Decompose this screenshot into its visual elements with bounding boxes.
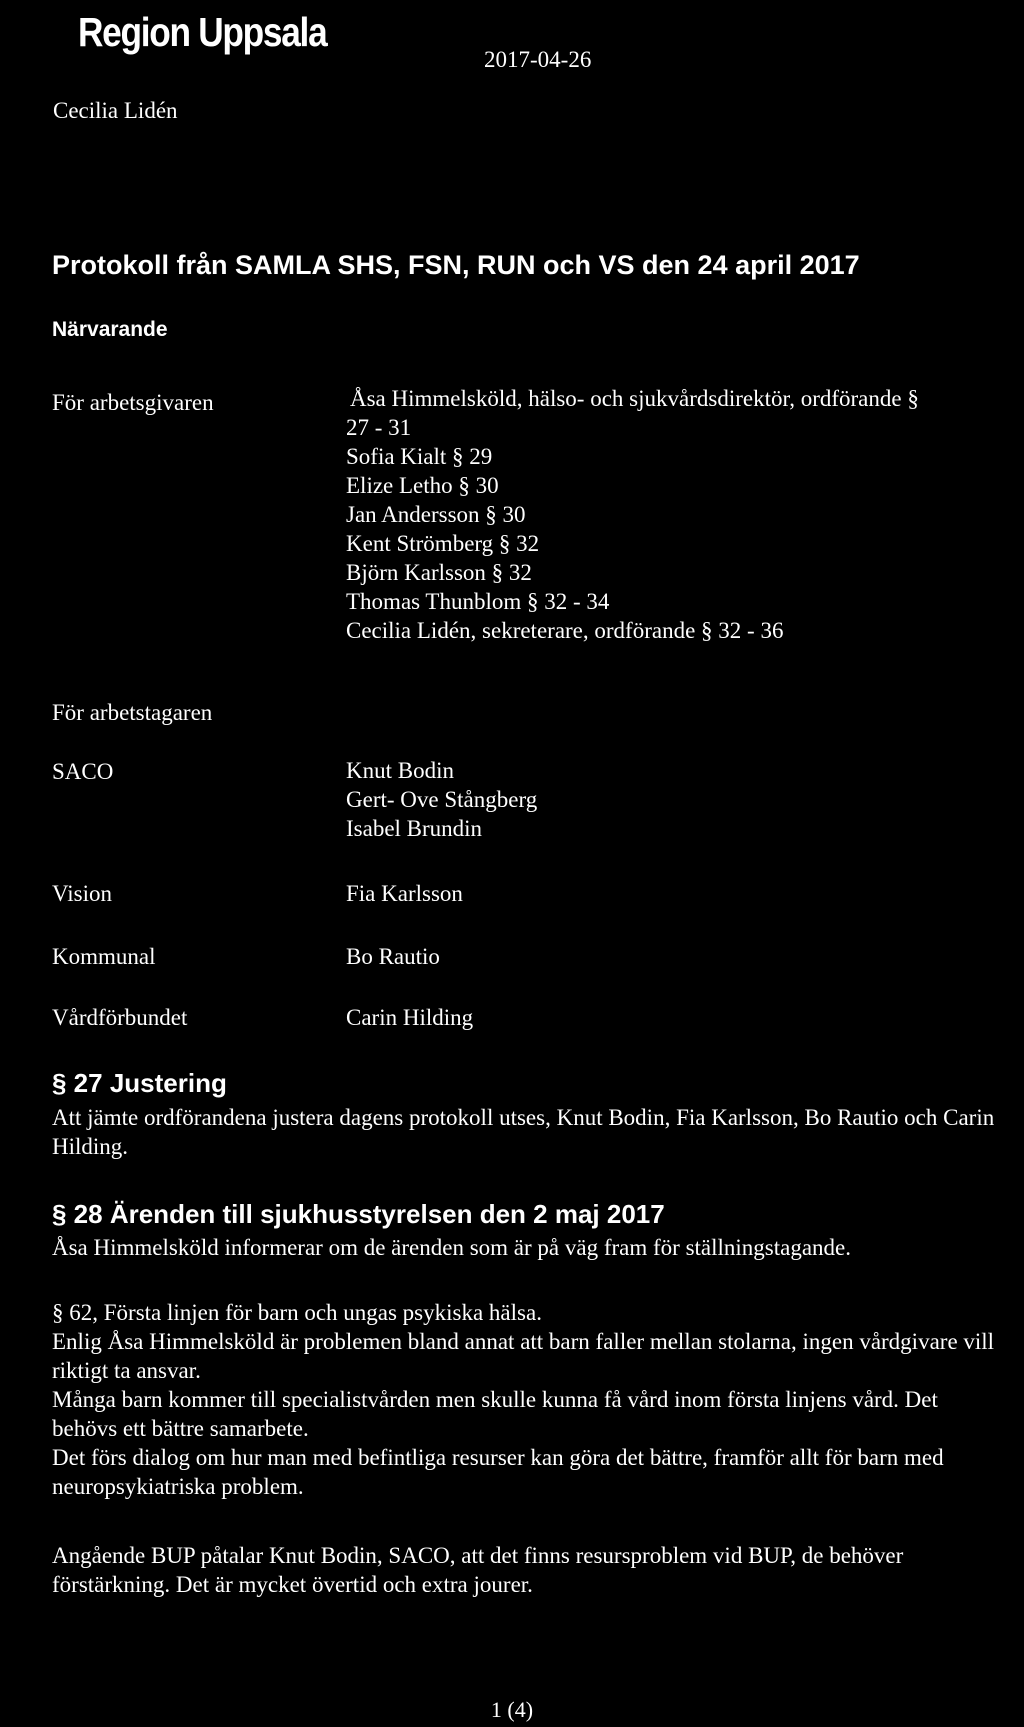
paragraph: § 62, Första linjen för barn och ungas psykiska hälsa. xyxy=(52,1300,542,1325)
document-author: Cecilia Lidén xyxy=(53,98,178,123)
employer-label: För arbetsgivaren xyxy=(52,390,214,415)
paragraph: Åsa Himmelsköld informerar om de ärenden som är på väg fram för ställningstagande. xyxy=(52,1235,852,1260)
employer-name: Björn Karlsson § 32 xyxy=(346,560,532,585)
union-vision: Vision xyxy=(52,881,112,906)
employer-name: Elize Letho § 30 xyxy=(346,473,499,498)
union-member: Gert- Ove Stångberg xyxy=(346,787,538,812)
saco-members xyxy=(346,756,537,843)
paragraph: Många barn kommer till specialistvården men skulle kunna få vård inom första linjens vård. Det behövs ett bättre samarbete. xyxy=(52,1387,938,1441)
section-28-title: § 28 Ärenden till sjukhusstyrelsen den 2 maj 2017 xyxy=(52,1199,665,1229)
paragraph: Att jämte ordförandena justera dagens protokoll utses, Knut Bodin, Fia Karlsson, Bo Rautio och Carin Hilding. xyxy=(52,1105,995,1159)
union-member: Isabel Brundin xyxy=(346,816,483,841)
paragraph: Det förs dialog om hur man med befintliga resurser kan göra det bättre, framför allt för barn med neuropsykiatriska problem. xyxy=(52,1445,944,1499)
employer-name: 27 - 31 xyxy=(346,415,412,440)
employer-name: Sofia Kialt § 29 xyxy=(346,444,493,469)
union-kommunal: Kommunal xyxy=(52,944,156,969)
document-title: Protokoll från SAMLA SHS, FSN, RUN och VS den 24 april 2017 xyxy=(52,250,860,280)
section-28-bup xyxy=(52,1541,1002,1599)
union-member: Fia Karlsson xyxy=(346,881,463,906)
paragraph: Angående BUP påtalar Knut Bodin, SACO, att det finns resursproblem vid BUP, de behöver förstärkning. Det är mycket övertid och extra jourer. xyxy=(52,1543,904,1597)
employer-name: Kent Strömberg § 32 xyxy=(346,531,540,556)
section-28-item xyxy=(52,1298,1002,1501)
union-saco: SACO xyxy=(52,759,114,784)
vision-members xyxy=(346,879,463,908)
attendance-heading: Närvarande xyxy=(52,318,168,341)
union-member: Carin Hilding xyxy=(346,1005,474,1030)
employer-name: Åsa Himmelsköld, hälso- och sjukvårdsdirektör, ordförande § xyxy=(350,386,919,411)
employee-label: För arbetstagaren xyxy=(52,700,213,725)
document-date: 2017-04-26 xyxy=(484,47,592,72)
union-member: Bo Rautio xyxy=(346,944,440,969)
union-vardforbundet: Vårdförbundet xyxy=(52,1005,188,1030)
org-logo: Region Uppsala xyxy=(78,9,327,55)
employer-name: Jan Andersson § 30 xyxy=(346,502,526,527)
employer-name: Cecilia Lidén, sekreterare, ordförande § 32 - 36 xyxy=(346,618,784,643)
section-27-title: § 27 Justering xyxy=(52,1068,227,1098)
employer-names xyxy=(346,384,919,645)
union-member: Knut Bodin xyxy=(346,758,454,783)
kommunal-members xyxy=(346,942,440,971)
paragraph: Enlig Åsa Himmelsköld är problemen bland annat att barn faller mellan stolarna, ingen vårdgivare vill riktigt ta ansvar. xyxy=(52,1329,995,1383)
employer-name: Thomas Thunblom § 32 - 34 xyxy=(346,589,610,614)
section-27-text xyxy=(52,1103,1002,1161)
page-number: 1 (4) xyxy=(490,1697,534,1722)
vardforbundet-members xyxy=(346,1003,473,1032)
section-28-intro xyxy=(52,1233,1002,1262)
